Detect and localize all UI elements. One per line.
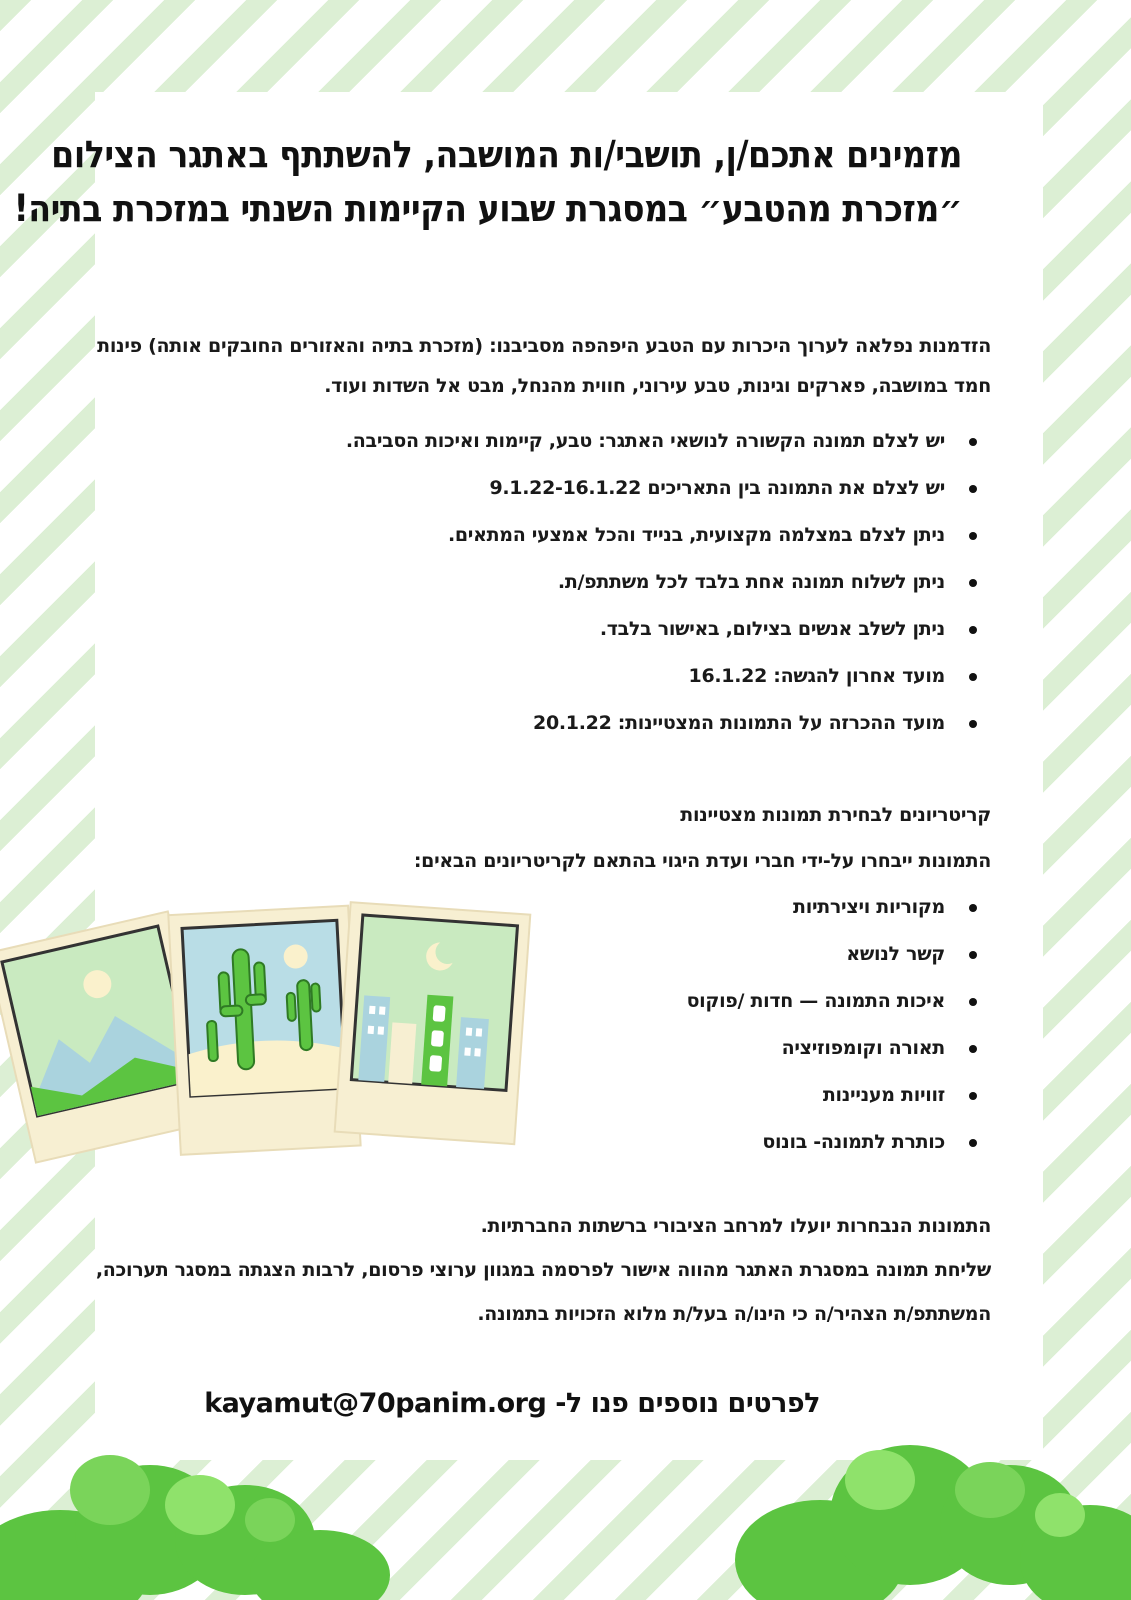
criteria-subheading: התמונות ייבחרו על-ידי חברי ועדת היגוי בהתאם לקריטריונים הבאים: [413, 850, 991, 872]
bullet-icon [969, 626, 977, 634]
title-line-2: ״מזכרת מהטבע״ במסגרת שבוע הקיימות השנתי במזכרת בתיה! [13, 187, 962, 230]
rule-item: ניתן לשלוח תמונה אחת בלבד לכל משתתפ/ת. [346, 559, 981, 606]
bullet-icon [969, 673, 977, 681]
rules-list [346, 418, 981, 747]
cactus-photo-icon [168, 906, 360, 1155]
bullet-icon [969, 904, 977, 912]
polaroid-photos-illustration [0, 890, 540, 1200]
criteria-heading: קריטריונים לבחירת תמונות מצטיינות [680, 804, 991, 826]
city-photo-icon [335, 902, 531, 1144]
bullet-icon [969, 579, 977, 587]
criteria-item: קשר לנושא [687, 931, 981, 978]
criteria-item: תאורה וקומפוזיציה [687, 1025, 981, 1072]
bullet-icon [969, 998, 977, 1006]
rule-item: ניתן לשלב אנשים בצילום, באישור בלבד. [346, 606, 981, 653]
rule-item: ניתן לצלם במצלמה מקצועית, בנייד והכל אמצעי המתאים. [346, 512, 981, 559]
bullet-icon [969, 532, 977, 540]
criteria-item: מקוריות ויצירתיות [687, 884, 981, 931]
page-title [13, 128, 962, 236]
closing-line-3: המשתתפ/ת הצהיר/ה כי הינו/ה בעל/ת מלוא הזכויות בתמונה. [477, 1303, 991, 1325]
rule-item: יש לצלם את התמונה בין התאריכים 9.1.22-16.1.22 [346, 465, 981, 512]
bullet-icon [969, 1092, 977, 1100]
intro-line-2: חמד במושבה, פארקים וגינות, טבע עירוני, חווית מהנחל, מבט אל השדות ועוד. [324, 375, 991, 397]
bullet-icon [969, 1139, 977, 1147]
criteria-section [414, 792, 991, 884]
bullet-icon [969, 438, 977, 446]
bullet-icon [969, 485, 977, 493]
rule-item: מועד אחרון להגשה: 16.1.22 [346, 653, 981, 700]
closing-paragraph [96, 1204, 991, 1336]
criteria-list [687, 884, 981, 1166]
bullet-icon [969, 1045, 977, 1053]
criteria-item: זוויות מעניינות [687, 1072, 981, 1119]
intro-line-1: הזדמנות נפלאה לערוך היכרות עם הטבע היפהפה מסביבנו: (מזכרת בתיה והאזורים החובקים אותה) פינות [97, 335, 991, 357]
contact-line: לפרטים נוספים פנו ל- kayamut@70panim.org [204, 1388, 820, 1419]
left-bush-icon [0, 1455, 390, 1600]
bullet-icon [969, 720, 977, 728]
intro-paragraph [97, 326, 991, 406]
rule-item: מועד ההכרזה על התמונות המצטיינות: 20.1.22 [346, 700, 981, 747]
closing-line-2: שליחת תמונה במסגרת האתגר מהווה אישור לפרסמה במגוון ערוצי פרסום, לרבות הצגתה במסגר תערוכה, [95, 1259, 991, 1281]
criteria-item: איכות התמונה — חדות /פוקוס [687, 978, 981, 1025]
bullet-icon [969, 951, 977, 959]
closing-line-1: התמונות הנבחרות יועלו למרחב הציבורי ברשתות החברתיות. [480, 1215, 991, 1237]
rule-item: יש לצלם תמונה הקשורה לנושאי האתגר: טבע, קיימות ואיכות הסביבה. [346, 418, 981, 465]
bushes-illustration [0, 1420, 1131, 1600]
criteria-item: כותרת לתמונה- בונוס [687, 1119, 981, 1166]
right-bush-icon [735, 1445, 1131, 1600]
title-line-1: מזמינים אתכם/ן, תושבי/ות המושבה, להשתתף באתגר הצילום [51, 133, 962, 176]
